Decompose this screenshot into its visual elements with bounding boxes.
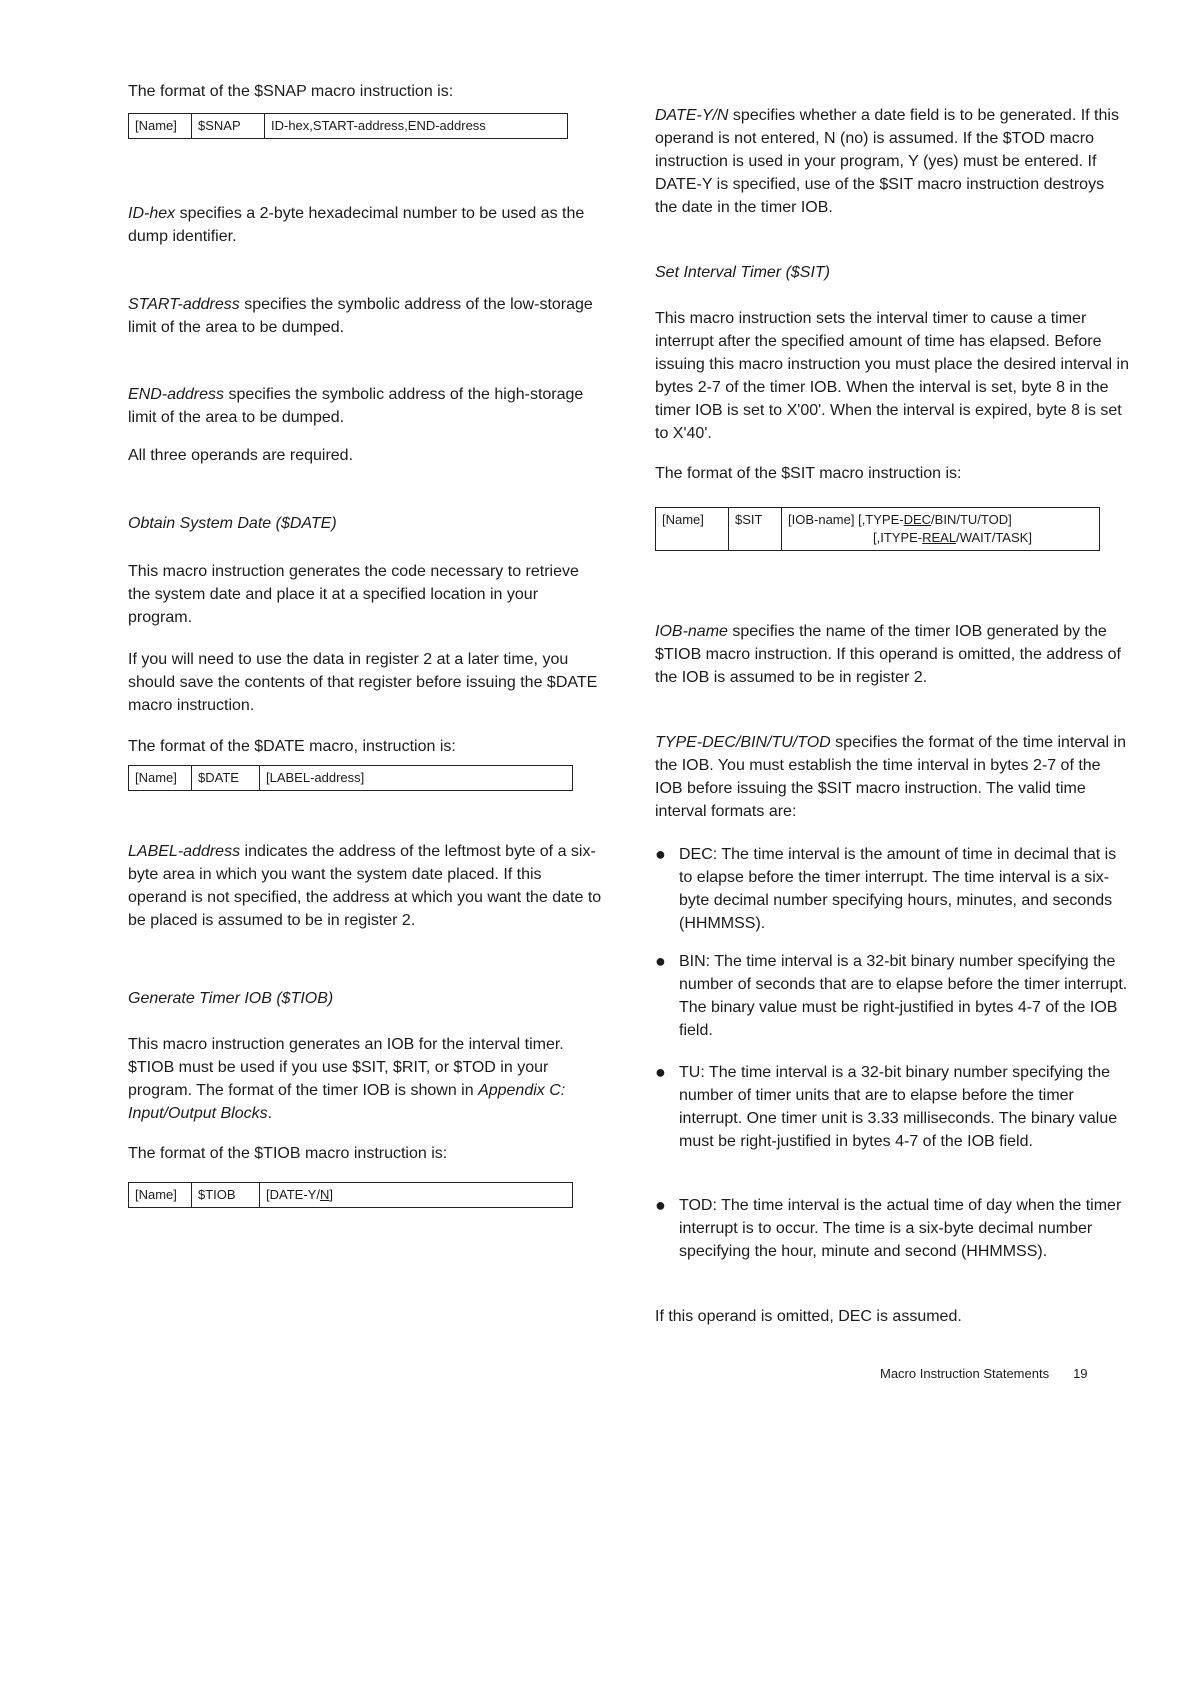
datey-paragraph xyxy=(655,104,1130,219)
start-address-desc: specifies the symbolic address of the low-storage limit of the area to be dumped. xyxy=(128,296,593,336)
datey-term: DATE-Y/N xyxy=(655,107,729,124)
sit-op-cell: $SIT xyxy=(729,508,782,551)
tiob-format-table xyxy=(128,1182,573,1208)
label-address-paragraph xyxy=(128,840,603,932)
sit-name-cell: [Name] xyxy=(656,508,729,551)
sit-paragraph-1: This macro instruction sets the interval timer to cause a timer interrupt after the specified amount of time has elapsed. Before issuing this macro instruction you must place the desired interval in bytes 2-7 of the timer IOB. When the interval is set, byte 8 in the timer IOB is set to X'00'. When the interval is expired, byte 8 is set to X'40'. xyxy=(655,310,1129,442)
tiob-operand-date: [DATE-Y/ xyxy=(266,1187,320,1202)
snap-format-intro: The format of the $SNAP macro instruction is: xyxy=(128,83,454,100)
operands-required-note: All three operands are required. xyxy=(128,447,354,464)
sit-type-default: DEC xyxy=(903,512,932,527)
sit-operands-cell xyxy=(782,508,1100,551)
sit-itype-default: REAL xyxy=(922,530,957,545)
page-footer xyxy=(880,1366,1088,1381)
sit-operands-line-2: [,ITYPE-REAL/WAIT/TASK] xyxy=(873,530,1032,545)
tiob-operand-default-n: N xyxy=(319,1187,330,1202)
date-operands-cell: [LABEL-address] xyxy=(260,766,573,791)
type-term: TYPE-DEC/BIN/TU/TOD xyxy=(655,734,831,751)
tiob-operand-close: ] xyxy=(329,1187,333,1202)
date-paragraph-2: If you will need to use the data in register 2 at a later time, you should save the contents of that register before issuing the $DATE macro instruction. xyxy=(128,651,598,714)
sit-section-heading: Set Interval Timer ($SIT) xyxy=(655,264,831,281)
iob-name-term: IOB-name xyxy=(655,623,728,640)
start-address-paragraph xyxy=(128,293,603,339)
end-address-term: END-address xyxy=(128,386,225,403)
tiob-paragraph-1 xyxy=(128,1033,603,1125)
idhex-paragraph xyxy=(128,202,603,248)
label-address-term: LABEL-address xyxy=(128,843,241,860)
end-address-paragraph xyxy=(128,383,603,429)
footer-title: Macro Instruction Statements xyxy=(880,1366,1050,1381)
default-note: If this operand is omitted, DEC is assumed. xyxy=(655,1308,962,1325)
date-paragraph-1: This macro instruction generates the code necessary to retrieve the system date and place it at a specified location in your program. xyxy=(128,563,579,626)
bullet-dec: ● DEC: The time interval is the amount of time in decimal that is to elapse before the timer interrupt. The time interval is a six-byte decimal number specifying hours, minutes, and seconds (HHMMSS). xyxy=(655,844,1117,932)
bullet-tu: ● TU: The time interval is a 32-bit binary number specifying the number of timer units that are to elapse before the timer interrupt. One timer unit is 3.33 milliseconds. The binary value must be right-justified in bytes 4-7 of the IOB field. xyxy=(655,1062,1118,1150)
bullet-bin: ● BIN: The time interval is a 32-bit binary number specifying the number of seconds that are to elapse before the timer interrupt. The binary value must be right-justified in bytes 4-7 of the IOB field. xyxy=(655,951,1128,1039)
tiob-format-intro: The format of the $TIOB macro instruction is: xyxy=(128,1145,448,1162)
end-address-desc: specifies the symbolic address of the high-storage limit of the area to be dumped. xyxy=(128,386,584,426)
tiob-op-cell: $TIOB xyxy=(192,1183,260,1208)
tiob-p1-text: This macro instruction generates an IOB for the interval timer. $TIOB must be used if you use $SIT, $RIT, or $TOD in your program. The format of the timer IOB is shown in xyxy=(128,1036,564,1099)
type-paragraph xyxy=(655,731,1130,823)
idhex-desc: specifies a 2-byte hexadecimal number to be used as the dump identifier. xyxy=(128,205,585,245)
sit-format-intro: The format of the $SIT macro instruction is: xyxy=(655,465,962,482)
snap-name-cell: [Name] xyxy=(129,114,192,139)
bullet-tod: ● TOD: The time interval is the actual time of day when the timer interrupt is to occur. The time is a six-byte decimal number specifying the hour, minute and second (HHMMSS). xyxy=(655,1195,1122,1260)
snap-operands-cell: ID-hex,START-address,END-address xyxy=(265,114,568,139)
snap-op-cell: $SNAP xyxy=(192,114,265,139)
iob-name-desc: specifies the name of the timer IOB generated by the $TIOB macro instruction. If this operand is omitted, the address of the IOB is assumed to be in register 2. xyxy=(655,623,1121,686)
iob-name-paragraph xyxy=(655,620,1130,689)
start-address-term: START-address xyxy=(128,296,240,313)
tiob-operands-cell xyxy=(260,1183,573,1208)
type-desc: specifies the format of the time interval in the IOB. You must establish the time interval in bytes 2-7 of the IOB before issuing the $SIT macro instruction. The valid time interval formats are: xyxy=(655,734,1126,820)
tiob-p1-end: . xyxy=(267,1105,273,1122)
date-section-heading: Obtain System Date ($DATE) xyxy=(128,515,337,532)
date-format-table xyxy=(128,765,573,791)
snap-format-table xyxy=(128,113,568,139)
tiob-section-heading: Generate Timer IOB ($TIOB) xyxy=(128,990,334,1007)
date-name-cell: [Name] xyxy=(129,766,192,791)
sit-operands-line-1: [IOB-name] [,TYPE-DEC/BIN/TU/TOD] xyxy=(788,512,1012,527)
tiob-name-cell: [Name] xyxy=(129,1183,192,1208)
date-op-cell: $DATE xyxy=(192,766,260,791)
label-address-desc: indicates the address of the leftmost byte of a six-byte area in which you want the system date placed. If this operand is not specified, the address at which you want the date to be placed is assumed to be in register 2. xyxy=(128,843,602,929)
date-format-intro: The format of the $DATE macro, instruction is: xyxy=(128,738,456,755)
datey-desc: specifies whether a date field is to be generated. If this operand is not entered, N (no) is assumed. If the $TOD macro instruction is used in your program, Y (yes) must be entered. If DATE-Y is specified, use of the $SIT macro instruction destroys the date in the timer IOB. xyxy=(655,107,1119,216)
idhex-term: ID-hex xyxy=(128,205,176,222)
page-number: 19 xyxy=(1073,1366,1088,1381)
sit-format-table xyxy=(655,507,1100,551)
appendix-c-reference: Appendix C: Input/Output Blocks xyxy=(128,1082,566,1122)
